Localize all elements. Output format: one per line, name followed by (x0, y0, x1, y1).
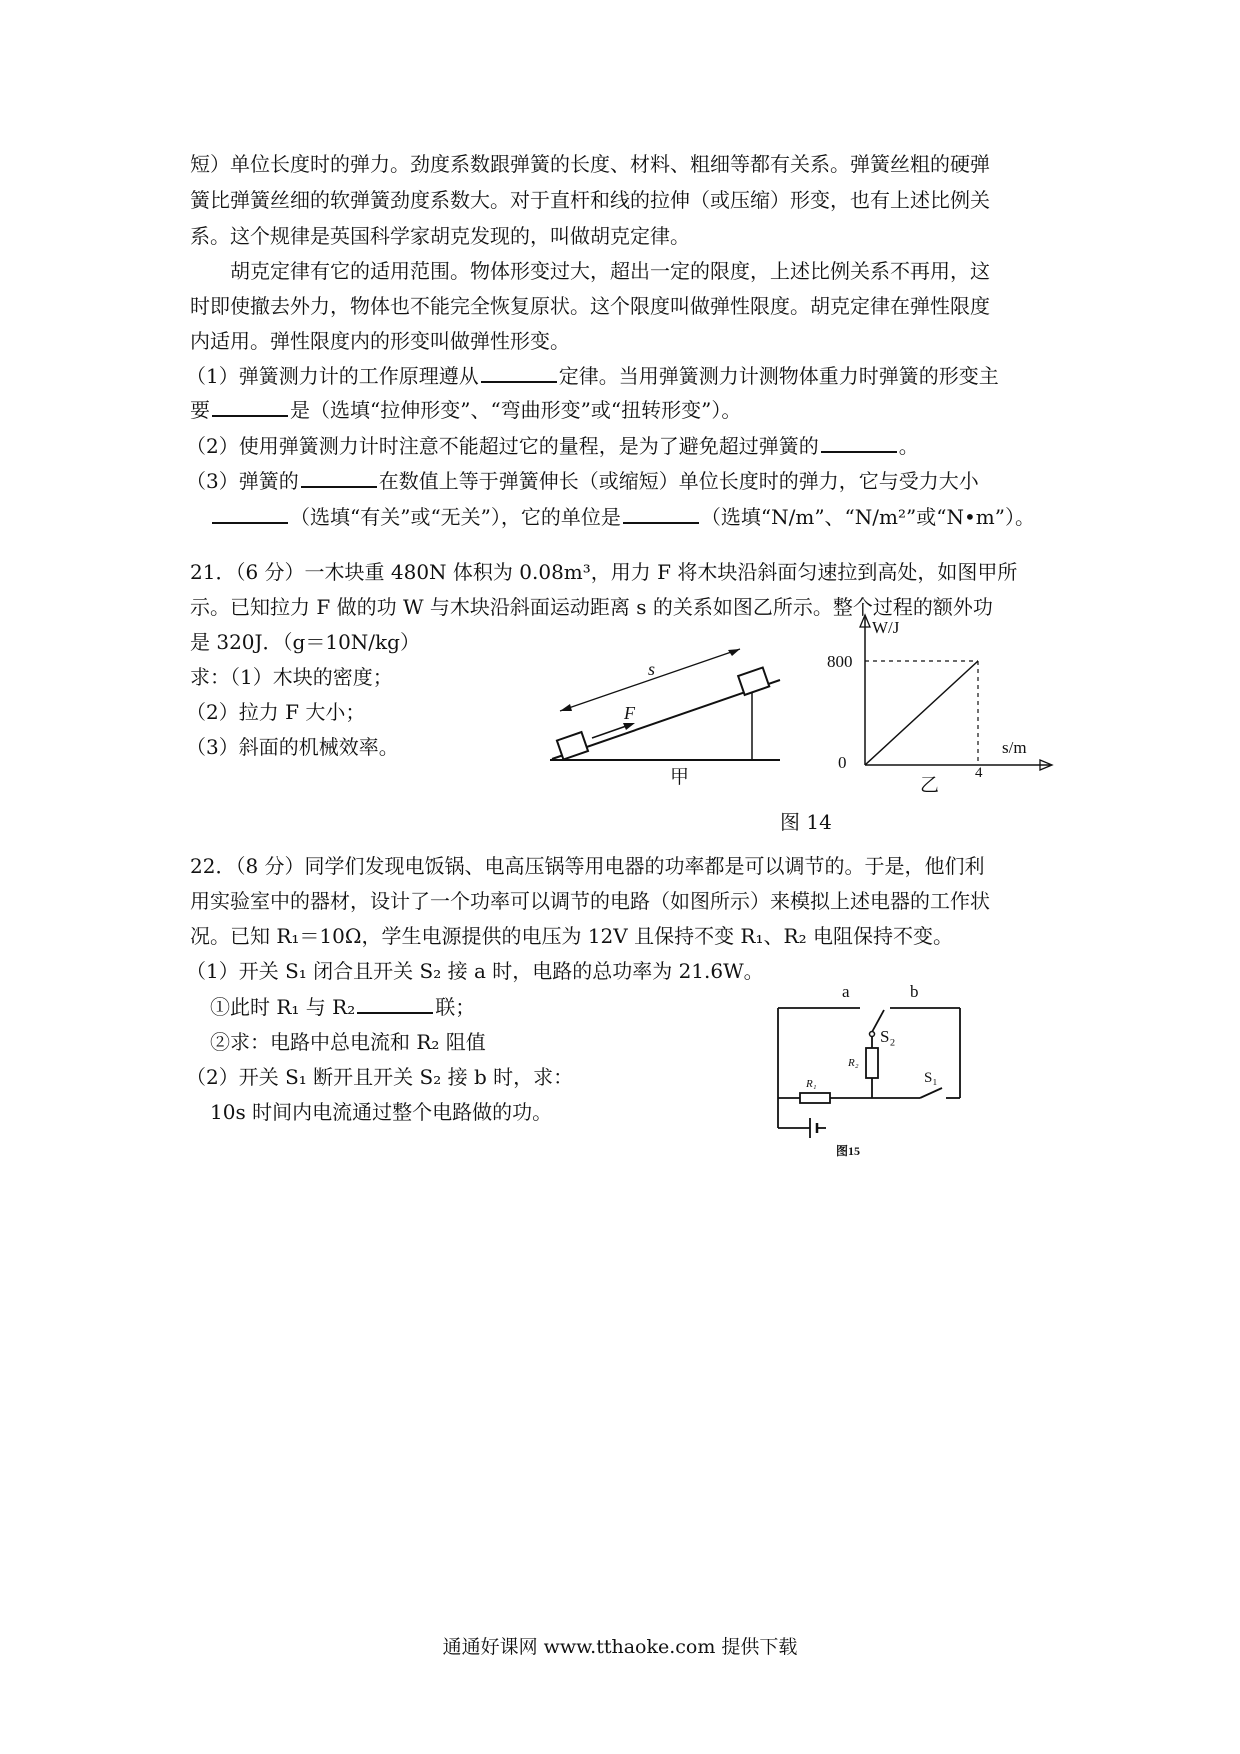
passage-line-6: 内适用。弹性限度内的形变叫做弹性形变。 (190, 329, 570, 353)
switch-s2-pivot (870, 1032, 875, 1037)
figure-15-circuit (770, 980, 970, 1170)
q20-p3-text-c: （选填“有关”或“无关”），它的单位是 (290, 505, 621, 529)
q21-line-2: 示。已知拉力 F 做的功 W 与木块沿斜面运动距离 s 的关系如图乙所示。整个过程的额外功 (190, 595, 993, 619)
q22-line-2: 用实验室中的器材，设计了一个功率可以调节的电路（如图所示）来模拟上述电器的工作状 (190, 889, 990, 913)
x-axis-label: s/m (1002, 738, 1027, 757)
origin-label: 0 (838, 753, 847, 772)
q22-line-4: （1）开关 S₁ 闭合且开关 S₂ 接 a 时，电路的总功率为 21.6W。 (186, 959, 764, 983)
resistor-r2 (866, 1048, 878, 1078)
passage-line-1: 短）单位长度时的弹力。劲度系数跟弹簧的长度、材料、粗细等都有关系。弹簧丝粗的硬弹 (190, 152, 990, 176)
figure-yi-graph (820, 605, 1060, 795)
figure-jia-incline (540, 635, 810, 785)
force-arrowhead (623, 723, 635, 730)
answer-blank-3[interactable] (821, 433, 897, 453)
passage-line-4: 胡克定律有它的适用范围。物体形变过大，超出一定的限度，上述比例关系不再用，这 (230, 259, 990, 283)
block-top (738, 668, 769, 695)
q21-line-5: （2）拉力 F 大小； (186, 700, 366, 724)
q22-line-3: 况。已知 R₁＝10Ω，学生电源提供的电压为 12V 且保持不变 R₁、R₂ 电阻保持不变。 (190, 924, 953, 948)
label-s: s (648, 659, 656, 679)
passage-line-5: 时即使撤去外力，物体也不能完全恢复原状。这个限度叫做弹性限度。胡克定律在弹性限度 (190, 294, 990, 318)
answer-blank-4[interactable] (301, 468, 377, 488)
answer-blank-2[interactable] (212, 397, 288, 417)
q20-p1-text-a: （1）弹簧测力计的工作原理遵从 (186, 364, 479, 388)
caption-jia: 甲 (670, 767, 690, 785)
q20-p1-text-b: 定律。当用弹簧测力计测物体重力时弹簧的形变主 (558, 364, 999, 388)
q22-l5-text-b: 联； (435, 995, 476, 1019)
answer-blank-6[interactable] (623, 504, 699, 524)
q22-line-1: 22．（8 分）同学们发现电饭锅、电高压锅等用电器的功率都是可以调节的。于是，他们利 (190, 854, 985, 878)
y-axis-label: W/J (872, 618, 900, 637)
q20-p3-text-a: （3）弹簧的 (186, 469, 299, 493)
switch-s1-label: S₁ (924, 1070, 938, 1086)
answer-blank-7[interactable] (357, 994, 433, 1014)
q20-part2 (186, 432, 919, 460)
answer-blank-5[interactable] (212, 504, 288, 524)
q22-line-5 (210, 993, 475, 1021)
block-bottom (557, 732, 588, 759)
q22-l5-text-a: ①此时 R₁ 与 R₂ (210, 995, 356, 1019)
q20-p2-text-b: 。 (898, 434, 919, 458)
answer-blank-1[interactable] (481, 363, 557, 383)
resistor-r2-label: R₂ (848, 1057, 859, 1069)
resistor-r1-label: R₁ (806, 1078, 817, 1090)
passage-line-2: 簧比弹簧丝细的软弹簧劲度系数大。对于直杆和线的拉伸（或压缩）形变，也有上述比例关 (190, 188, 990, 212)
q21-line-1: 21．（6 分）一木块重 480N 体积为 0.08m³，用力 F 将木块沿斜面匀速拉到高处，如图甲所 (190, 560, 1018, 584)
y-tick-800: 800 (827, 652, 853, 671)
data-series-line (865, 661, 978, 765)
q20-part1-line2 (190, 396, 741, 424)
switch-s2-label: S₂ (880, 1027, 896, 1046)
q22-line-8: 10s 时间内电流通过整个电路做的功。 (210, 1100, 553, 1124)
figure-14-caption: 图 14 (780, 810, 832, 834)
q21-line-6: （3）斜面的机械效率。 (186, 735, 399, 759)
distance-arrowhead-left (560, 704, 572, 711)
q20-p1-text-d: 是（选填“拉伸形变”、“弯曲形变”或“扭转形变”）。 (290, 398, 742, 422)
q20-p1-text-c: 要 (190, 398, 210, 422)
q22-line-7: （2）开关 S₁ 断开且开关 S₂ 接 b 时，求： (186, 1065, 574, 1089)
q20-p3-text-b: 在数值上等于弹簧伸长（或缩短）单位长度时的弹力，它与受力大小 (378, 469, 979, 493)
figure-15-caption: 图15 (836, 1144, 861, 1158)
q21-line-4: 求：（1）木块的密度； (190, 665, 393, 689)
label-F: F (624, 703, 635, 723)
q20-p2-text-a: （2）使用弹簧测力计时注意不能超过它的量程，是为了避免超过弹簧的 (186, 434, 819, 458)
caption-yi: 乙 (920, 775, 940, 795)
terminal-a-label: a (842, 982, 850, 1001)
page-footer: 通通好课网 www.tthaoke.com 提供下载 (442, 1636, 798, 1658)
passage-line-3: 系。这个规律是英国科学家胡克发现的，叫做胡克定律。 (190, 224, 690, 248)
q20-part3-line1 (186, 467, 979, 495)
q20-part1-line1 (186, 362, 999, 390)
switch-s1-blade (920, 1088, 942, 1098)
q22-line-6: ②求：电路中总电流和 R₂ 阻值 (210, 1030, 486, 1054)
resistor-r1 (800, 1093, 830, 1103)
q21-line-3: 是 320J．（g＝10N/kg） (190, 630, 420, 654)
q20-p3-text-d: （选填“N/m”、“N/m²”或“N•m”）。 (700, 505, 1035, 529)
terminal-b-label: b (910, 982, 919, 1001)
q20-part3-line2 (210, 503, 1035, 531)
x-tick-4: 4 (975, 765, 983, 781)
distance-arrowhead-right (728, 649, 740, 656)
